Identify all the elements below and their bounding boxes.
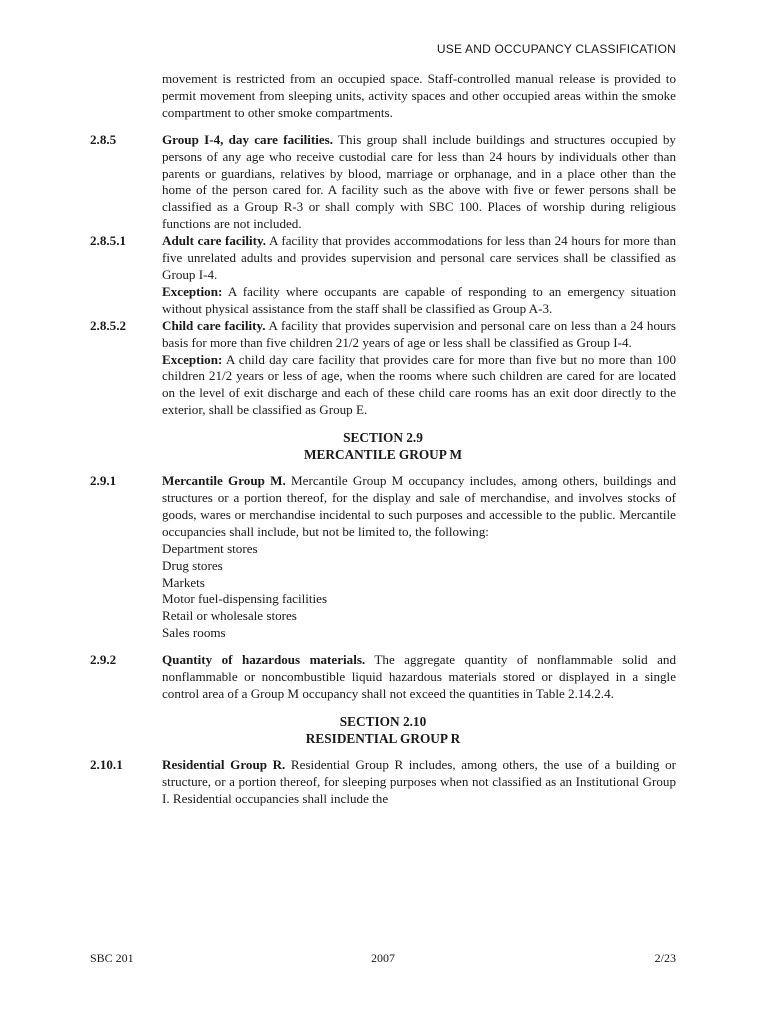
intro-paragraph xyxy=(90,71,676,122)
intro-text: movement is restricted from an occupied space. Staff-controlled manual release is provided to permit movement from sleeping units, activity spaces and other occupied areas within the smoke compartment to other smoke compartments. xyxy=(162,71,676,120)
clause-text: Residential Group R includes, among others, the use of a building or structure, or a portion thereof, for sleeping purposes when not classified as an Institutional Group I. Residential occupancies shall include the xyxy=(162,756,676,806)
exception-label: Exception: xyxy=(162,351,223,367)
list-item: Drug stores xyxy=(162,557,223,573)
clause-text: Mercantile Group M occupancy includes, among others, buildings and structures or a portion thereof, for the display and sale of merchandise, and involves stocks of goods, wares or merchandise incidental to such purposes and accessible to the public. Mercantile occupancies shall include, but not be limited to, the following: xyxy=(162,473,677,539)
clause-text: This group shall include buildings and structures occupied by persons of any age who receive custodial care for less than 24 hours by individuals other than parents or guardians, relatives by blood, marriage or orphanage, and in a place other than the home of the person cared for. A facility such as the above with five or fewer persons shall be classified as a Group R-3 or shall comply with SBC 100. Places of worship during religious functions are not included. xyxy=(162,131,676,232)
exception-label: Exception: xyxy=(162,283,223,299)
clause-2-8-5-2 xyxy=(90,318,676,419)
clause-number: 2.8.5 xyxy=(90,131,117,147)
footer-year: 2007 xyxy=(371,951,395,965)
page-number: 2/23 xyxy=(654,951,676,965)
clause-text: The aggregate quantity of nonflammable solid and nonflammable or noncombustible liquid hazardous materials stored or displayed in a single control area of a Group M occupancy shall not exceed the quantities in Table 2.14.2.4. xyxy=(162,652,676,701)
clause-number: 2.10.1 xyxy=(90,756,123,772)
list-item: Markets xyxy=(162,574,205,590)
section-title: RESIDENTIAL GROUP R xyxy=(305,730,461,746)
clause-number: 2.9.2 xyxy=(90,652,117,668)
clause-number: 2.8.5.1 xyxy=(90,233,127,249)
clause-title: Child care facility. xyxy=(162,317,266,333)
clause-title: Mercantile Group M. xyxy=(162,473,286,489)
clause-2-8-5 xyxy=(90,132,676,233)
list-item: Department stores xyxy=(162,540,258,556)
clause-2-9-2 xyxy=(90,652,676,703)
list-item: Motor fuel-dispensing facilities xyxy=(162,591,328,607)
clause-title: Adult care facility. xyxy=(162,233,267,249)
section-2-10-heading xyxy=(90,713,676,747)
section-number: SECTION 2.10 xyxy=(339,713,427,729)
clause-number: 2.9.1 xyxy=(90,473,117,489)
clause-2-10-1 xyxy=(90,757,676,808)
clause-2-9-1 xyxy=(90,473,676,642)
page-content xyxy=(90,71,676,808)
exception-text: A child day care facility that provides care for more than five but no more than 100 children 21/2 years or less of age, when the rooms where such children are cared for are located on the level of exit discharge and each of these child care rooms has an exit door directly to the exterior, shall be classified as Group E. xyxy=(162,351,676,418)
clause-title: Group I-4, day care facilities. xyxy=(162,131,334,147)
footer-code: SBC 201 xyxy=(90,951,134,965)
list-item: Retail or wholesale stores xyxy=(162,608,297,624)
clause-title: Residential Group R. xyxy=(162,756,286,772)
clause-text: A facility that provides supervision and personal care on less than a 24 hours basis for more than five children 21/2 years of age or less shall be classified as Group I-4. xyxy=(162,317,677,350)
section-2-9-heading xyxy=(90,429,676,463)
running-header: USE AND OCCUPANCY CLASSIFICATION xyxy=(436,42,676,56)
clause-number: 2.8.5.2 xyxy=(90,317,127,333)
clause-title: Quantity of hazardous materials. xyxy=(162,652,366,668)
section-number: SECTION 2.9 xyxy=(343,430,423,446)
clause-text: A facility that provides accommodations for less than 24 hours for more than five unrelated adults and provides supervision and personal care services shall be classified as Group I-4. xyxy=(162,233,677,282)
clause-2-8-5-1 xyxy=(90,233,676,318)
exception-text: A facility where occupants are capable of responding to an emergency situation without physical assistance from the staff shall be classified as Group A-3. xyxy=(162,283,676,316)
list-item: Sales rooms xyxy=(162,625,226,641)
section-title: MERCANTILE GROUP M xyxy=(303,447,463,463)
